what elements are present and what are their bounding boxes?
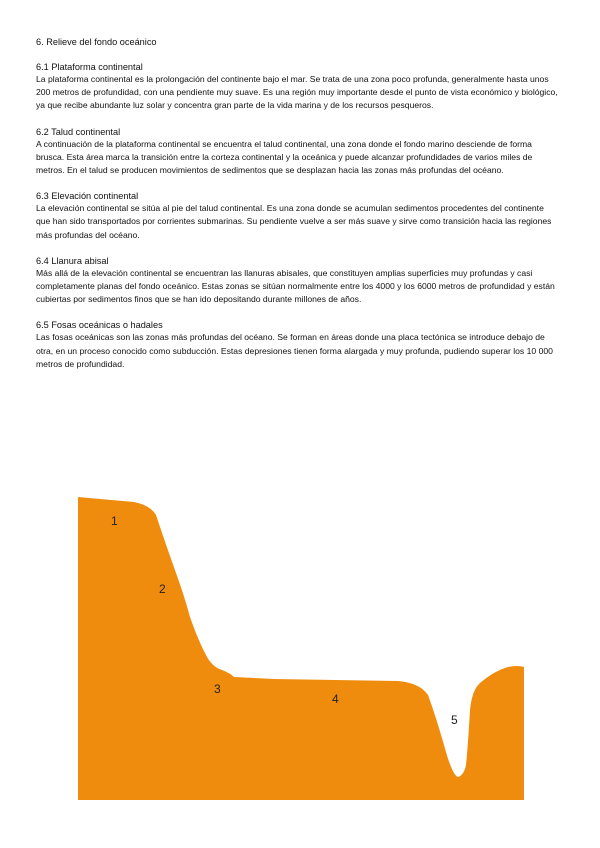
document-heading: 6. Relieve del fondo oceánico: [36, 37, 157, 47]
ocean-floor-profile-figure: [38, 445, 562, 800]
section-body: Más allá de la elevación continental se encuentran las llanuras abisales, que constituyen amplias superficies muy profundas y casi completamente planas del fondo oceánico. Estas zonas se sitúan normalmente entre los 4000 y los 6000 metros de profundidad y están cubiertas por sedimentos finos que se han ido depositando durante millones de años.: [36, 267, 555, 305]
section-talud: [36, 126, 560, 178]
section-title: 6.5 Fosas oceánicas o hadales: [36, 320, 163, 331]
section-body: A continuación de la plataforma continental se encuentra el talud continental, una zona donde el fondo marino desciende de forma brusca. Esta área marca la transición entre la corteza continental y la oceánica y puede alcanzar profundidades de varios miles de metros. En el talud se producen movimientos de sedimentos que se desplazan hacia las zonas más profundas del océano.: [36, 138, 533, 176]
profile-label-3: 3: [214, 682, 221, 696]
section-plataforma: [36, 61, 560, 113]
profile-label-1: 1: [111, 514, 118, 528]
section-title: 6.1 Plataforma continental: [36, 62, 143, 72]
ocean-floor-profile-shape: [78, 497, 524, 800]
section-body: La plataforma continental es la prolongación del continente bajo el mar. Se trata de una zona poco profunda, generalmente hasta unos 200 metros de profundidad, con una pendiente muy suave. Es una región muy importante desde el punto de vista económico y biológico, ya que recibe abundante luz solar y concentra gran parte de la vida marina y de los recursos pesqueros.: [36, 74, 558, 111]
profile-label-5: 5: [451, 713, 458, 727]
section-title: 6.3 Elevación continental: [36, 191, 139, 202]
section-body: Las fosas oceánicas son las zonas más profundas del océano. Se forman en áreas donde una placa tectónica se introduce debajo de otra, en un proceso conocido como subducción. Estas depresiones tienen forma alargada y muy profunda, pudiendo superar los 10 000 metros de profundidad.: [36, 332, 553, 369]
section-title: 6.2 Talud continental: [36, 126, 121, 137]
document-page: [36, 36, 560, 384]
section-body: La elevación continental se sitúa al pie del talud continental. Es una zona donde se acumulan sedimentos procedentes del continente que han sido transportados por corrientes submarinas. Su pendiente vuelve a ser más suave y sirve como transición hacia las regiones más profundas del océano.: [36, 203, 552, 240]
section-elevacion: [36, 190, 560, 242]
profile-label-4: 4: [332, 692, 339, 706]
section-fosas: [36, 319, 560, 371]
section-llanura: [36, 255, 560, 307]
ocean-floor-profile-svg: [38, 445, 562, 800]
section-title: 6.4 Llanura abisal: [36, 255, 109, 266]
profile-label-2: 2: [159, 582, 166, 596]
